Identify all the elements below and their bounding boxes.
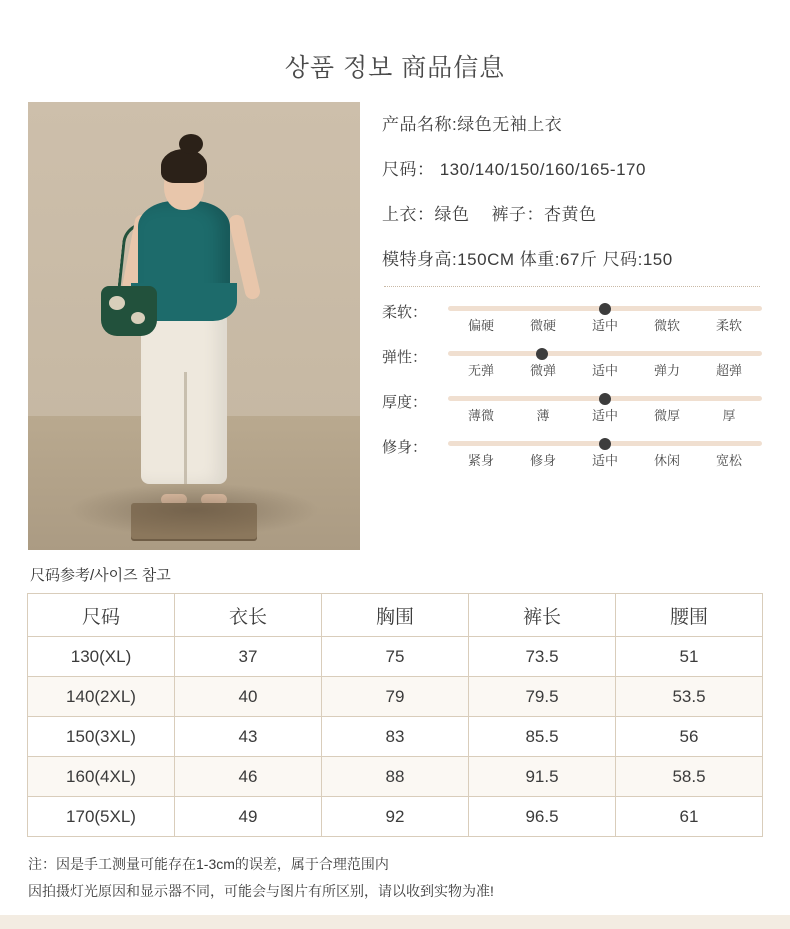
softness-track (448, 306, 762, 311)
attribute-fit-body (448, 434, 762, 469)
cell-length: 37 (175, 637, 322, 677)
cell-bust: 83 (322, 717, 469, 757)
size-table-body (28, 637, 763, 837)
thickness-knob (599, 393, 611, 405)
cell-pants-length: 79.5 (469, 677, 616, 717)
page-title: 상품 정보 商品信息 (284, 54, 506, 82)
cell-bust: 92 (322, 797, 469, 837)
cell-waist: 51 (616, 637, 763, 677)
softness-ticks (448, 315, 762, 334)
attribute-thickness (382, 389, 762, 424)
softness-tick-4: 柔软 (715, 318, 742, 333)
cell-waist: 61 (616, 797, 763, 837)
attribute-fit-label: 修身： (382, 439, 428, 456)
elasticity-tick-4: 超弹 (715, 363, 742, 378)
cell-pants-length: 96.5 (469, 797, 616, 837)
note-color-display: 因拍摄灯光原因和显示器不同，可能会与图片有所区别，请以收到实物为准! (28, 882, 494, 899)
elasticity-knob (536, 348, 548, 360)
elasticity-track (448, 351, 762, 356)
top-color-label: 上衣： (382, 205, 435, 224)
cell-pants-length: 85.5 (469, 717, 616, 757)
table-row (28, 677, 763, 717)
cell-length: 49 (175, 797, 322, 837)
cell-pants-length: 91.5 (469, 757, 616, 797)
softness-tick-3: 微软 (653, 318, 680, 333)
page-header (0, 0, 790, 102)
pants-color-value: 杏黄色 (544, 205, 597, 224)
product-photo (28, 102, 360, 550)
thickness-tick-1: 薄 (536, 408, 550, 423)
cell-size: 160(4XL) (28, 757, 175, 797)
thickness-tick-3: 微厚 (653, 408, 680, 423)
cell-size: 130(XL) (28, 637, 175, 677)
product-color-line (382, 200, 762, 225)
softness-tick-2: 适中 (591, 318, 618, 333)
fit-tick-4: 宽松 (715, 453, 742, 468)
attribute-fit (382, 434, 762, 469)
attribute-softness-label: 柔软： (382, 304, 428, 321)
top-color-value: 绿色 (434, 205, 470, 224)
model-info-line: 模特身高:150CM 体重:67斤 尺码:150 (382, 250, 673, 269)
cell-size: 140(2XL) (28, 677, 175, 717)
col-header-pants-length: 裤长 (469, 594, 616, 637)
elasticity-ticks (448, 360, 762, 379)
attribute-softness (382, 299, 762, 334)
attribute-thickness-body (448, 389, 762, 424)
product-overview (0, 102, 790, 550)
cell-waist: 53.5 (616, 677, 763, 717)
elasticity-tick-2: 适中 (591, 363, 618, 378)
table-row (28, 717, 763, 757)
size-reference-caption: 尺码参考/사이즈 참고 (30, 567, 171, 584)
attribute-elasticity-body (448, 344, 762, 379)
fit-tick-1: 修身 (529, 453, 556, 468)
model-pants (141, 304, 227, 484)
model-bag (101, 286, 157, 336)
cell-pants-length: 73.5 (469, 637, 616, 677)
product-size-line: 尺码： 130/140/150/160/165-170 (382, 160, 646, 179)
table-row (28, 637, 763, 677)
cell-length: 46 (175, 757, 322, 797)
fit-knob (599, 438, 611, 450)
elasticity-tick-1: 微弹 (529, 363, 556, 378)
col-header-length: 衣长 (175, 594, 322, 637)
elasticity-tick-3: 弹力 (653, 363, 680, 378)
thickness-tick-2: 适中 (591, 408, 618, 423)
col-header-size: 尺码 (28, 594, 175, 637)
product-name-line: 产品名称:绿色无袖上衣 (382, 115, 563, 134)
attribute-elasticity-label: 弹性： (382, 349, 428, 366)
cell-bust: 75 (322, 637, 469, 677)
cell-length: 43 (175, 717, 322, 757)
attribute-thickness-label: 厚度： (382, 394, 428, 411)
footer-notes (0, 837, 790, 904)
section-divider (384, 286, 760, 287)
cell-waist: 56 (616, 717, 763, 757)
size-table-head (28, 594, 763, 637)
thickness-ticks (448, 405, 762, 424)
fit-track (448, 441, 762, 446)
thickness-tick-4: 厚 (722, 408, 736, 423)
size-table (27, 593, 763, 837)
pants-color-label: 裤子： (491, 205, 544, 224)
fit-tick-0: 紧身 (467, 453, 494, 468)
softness-tick-1: 微硬 (529, 318, 556, 333)
bottom-band (0, 915, 790, 929)
fit-ticks (448, 450, 762, 469)
cell-size: 150(3XL) (28, 717, 175, 757)
thickness-tick-0: 薄微 (467, 408, 494, 423)
col-header-waist: 腰围 (616, 594, 763, 637)
table-row (28, 797, 763, 837)
note-measurement: 注：因是手工测量可能存在1-3cm的误差，属于合理范围内 (28, 856, 389, 872)
product-info-panel (360, 102, 762, 550)
cell-length: 40 (175, 677, 322, 717)
attribute-softness-body (448, 299, 762, 334)
cell-bust: 79 (322, 677, 469, 717)
thickness-track (448, 396, 762, 401)
softness-tick-0: 偏硬 (467, 318, 494, 333)
table-header-row (28, 594, 763, 637)
model-hair-bun (179, 134, 203, 154)
photo-shadow (68, 483, 320, 537)
cell-waist: 58.5 (616, 757, 763, 797)
cell-bust: 88 (322, 757, 469, 797)
elasticity-tick-0: 无弹 (467, 363, 494, 378)
softness-knob (599, 303, 611, 315)
fit-tick-2: 适中 (591, 453, 618, 468)
attribute-elasticity (382, 344, 762, 379)
table-row (28, 757, 763, 797)
fit-tick-3: 休闲 (653, 453, 680, 468)
cell-size: 170(5XL) (28, 797, 175, 837)
col-header-bust: 胸围 (322, 594, 469, 637)
model-hair (161, 149, 207, 183)
